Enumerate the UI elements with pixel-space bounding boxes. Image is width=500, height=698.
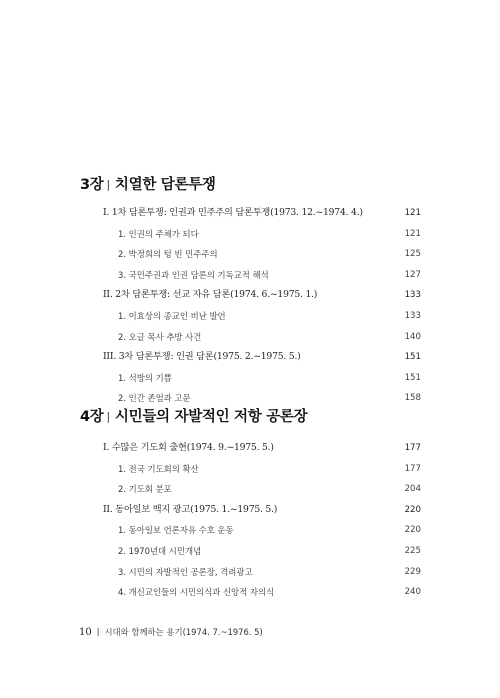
chapter-title: 시민들의 자발적인 저항 공론장 [114,409,308,425]
toc-entry-label: II. 2차 담론투쟁: 선교 자유 담론(1974. 6.~1975. 1.) [103,289,318,301]
toc-entry-page: 220 [404,504,421,515]
toc-entry-page: 133 [404,310,421,321]
footer-separator: | [96,627,100,636]
toc-entry-page: 121 [404,228,421,239]
toc-entry[interactable] [103,285,421,306]
chapter-separator: | [106,410,110,423]
toc-entry-page: 220 [404,525,421,536]
toc-entry-label: 2. 오글 목사 추방 사건 [118,331,202,342]
toc-entry-page: 151 [404,372,421,383]
toc-entry-label: I. 1차 담론투쟁: 인권과 민주주의 담론투쟁(1973. 12.~1974. 4.) [103,207,363,218]
toc-entry[interactable] [103,541,421,562]
toc-entry-page: 204 [404,484,421,495]
toc-entry[interactable] [103,306,421,327]
toc-entry-page: 127 [404,269,421,280]
page-footer [79,626,263,638]
chapter-4-entries [103,438,421,603]
toc-entry-page: 158 [404,393,421,404]
toc-entry[interactable] [103,500,421,521]
toc-entry-page: 151 [404,352,421,363]
toc-entry-page: 229 [404,566,421,577]
toc-entry[interactable] [103,562,421,583]
toc-entry-page: 133 [404,290,421,301]
toc-entry-page: 240 [404,587,421,598]
toc-entry-label: II. 동아일보 백지 광고(1975. 1.~1975. 5.) [103,503,278,515]
toc-entry-label: 3. 시민의 자발적인 공론장, 격려광고 [118,566,253,577]
toc-entry[interactable] [103,459,421,480]
toc-entry[interactable] [103,203,421,224]
toc-entry-page: 140 [404,331,421,342]
toc-entry-label: 2. 기도회 분포 [118,484,172,495]
toc-entry-label: I. 수많은 기도회 출현(1974. 9.~1975. 5.) [103,442,274,453]
chapter-3-heading [80,173,216,194]
toc-entry[interactable] [103,438,421,459]
page-number: 10 [79,627,92,638]
chapter-separator: | [106,178,110,191]
toc-entry-label: III. 3차 담론투쟁: 인권 담론(1975. 2.~1975. 5.) [103,351,301,363]
toc-entry-label: 1. 전국 기도회의 확산 [118,463,199,474]
toc-entry[interactable] [103,244,421,265]
toc-entry-page: 225 [404,545,421,556]
toc-entry[interactable] [103,265,421,286]
toc-entry[interactable] [103,327,421,348]
toc-entry-label: 2. 1970년대 시민개념 [118,545,202,556]
chapter-number: 4장 [80,409,104,425]
toc-entry[interactable] [103,479,421,500]
toc-entry-label: 1. 동아일보 언론자유 수호 운동 [118,525,234,536]
toc-entry[interactable] [103,520,421,541]
toc-entry[interactable] [103,224,421,245]
toc-entry-page: 177 [404,463,421,474]
chapter-3-entries [103,203,421,409]
toc-entry-page: 125 [404,249,421,260]
chapter-title: 치열한 담론투쟁 [114,177,216,193]
toc-entry-label: 2. 인간 존엄과 고문 [118,393,191,404]
toc-entry-page: 177 [404,443,421,453]
toc-entry-label: 4. 개신교인들의 시민의식과 신앙적 자의식 [118,587,275,598]
toc-entry-label: 1. 석방의 기쁨 [118,372,172,383]
chapter-number: 3장 [80,177,104,193]
toc-entry[interactable] [103,347,421,368]
toc-entry-page: 121 [404,208,421,218]
toc-entry-label: 2. 박정희의 텅 빈 민주주의 [118,249,218,260]
toc-entry-label: 1. 이효상의 종교인 비난 발언 [118,310,226,321]
toc-entry[interactable] [103,582,421,603]
toc-entry-label: 1. 인권의 주체가 되다 [118,228,199,239]
chapter-4-heading [80,405,307,426]
toc-entry[interactable] [103,368,421,389]
toc-entry-label: 3. 국민주권과 인권 담론의 기독교적 해석 [118,269,269,280]
running-title: 시대와 함께하는 용기(1974. 7.~1976. 5) [104,627,263,637]
